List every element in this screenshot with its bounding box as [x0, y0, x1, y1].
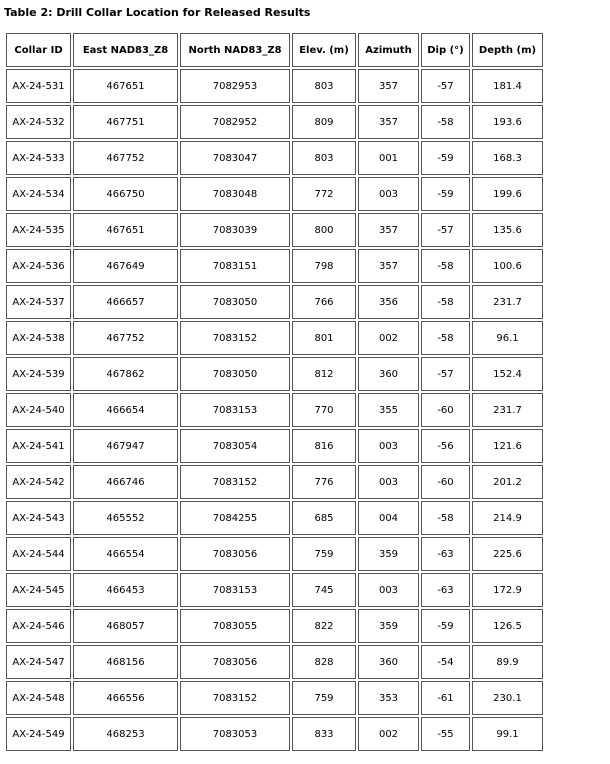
table-row — [6, 609, 543, 643]
table-header — [6, 33, 543, 67]
cell-collar-id: AX-24-537 — [6, 285, 71, 319]
cell-north: 7083056 — [180, 645, 290, 679]
header-east: East NAD83_Z8 — [73, 33, 178, 67]
table-row — [6, 177, 543, 211]
table-row — [6, 285, 543, 319]
cell-elevation: 803 — [292, 141, 356, 175]
cell-dip: -59 — [421, 177, 470, 211]
table-row — [6, 645, 543, 679]
cell-elevation: 822 — [292, 609, 356, 643]
cell-east: 468253 — [73, 717, 178, 751]
cell-collar-id: AX-24-532 — [6, 105, 71, 139]
table-row — [6, 105, 543, 139]
cell-azimuth: 003 — [358, 573, 419, 607]
cell-north: 7083050 — [180, 357, 290, 391]
cell-east: 467651 — [73, 213, 178, 247]
cell-elevation: 800 — [292, 213, 356, 247]
cell-dip: -59 — [421, 141, 470, 175]
cell-dip: -60 — [421, 465, 470, 499]
table-row — [6, 429, 543, 463]
cell-dip: -57 — [421, 69, 470, 103]
cell-depth: 199.6 — [472, 177, 543, 211]
cell-north: 7083050 — [180, 285, 290, 319]
cell-east: 468156 — [73, 645, 178, 679]
cell-azimuth: 003 — [358, 465, 419, 499]
cell-depth: 172.9 — [472, 573, 543, 607]
cell-collar-id: AX-24-540 — [6, 393, 71, 427]
cell-north: 7083054 — [180, 429, 290, 463]
cell-east: 466746 — [73, 465, 178, 499]
table-row — [6, 357, 543, 391]
cell-north: 7083055 — [180, 609, 290, 643]
cell-elevation: 833 — [292, 717, 356, 751]
cell-depth: 168.3 — [472, 141, 543, 175]
cell-dip: -60 — [421, 393, 470, 427]
table-row — [6, 537, 543, 571]
cell-elevation: 685 — [292, 501, 356, 535]
cell-east: 467752 — [73, 141, 178, 175]
cell-depth: 126.5 — [472, 609, 543, 643]
cell-collar-id: AX-24-545 — [6, 573, 71, 607]
table-row — [6, 717, 543, 751]
header-collar-id: Collar ID — [6, 33, 71, 67]
header-row — [6, 33, 543, 67]
cell-elevation: 816 — [292, 429, 356, 463]
cell-collar-id: AX-24-547 — [6, 645, 71, 679]
cell-dip: -58 — [421, 105, 470, 139]
cell-dip: -58 — [421, 249, 470, 283]
cell-elevation: 812 — [292, 357, 356, 391]
cell-north: 7083153 — [180, 573, 290, 607]
cell-dip: -55 — [421, 717, 470, 751]
cell-azimuth: 360 — [358, 645, 419, 679]
cell-collar-id: AX-24-535 — [6, 213, 71, 247]
cell-dip: -63 — [421, 573, 470, 607]
cell-dip: -58 — [421, 285, 470, 319]
cell-depth: 100.6 — [472, 249, 543, 283]
cell-collar-id: AX-24-549 — [6, 717, 71, 751]
table-row — [6, 213, 543, 247]
cell-collar-id: AX-24-539 — [6, 357, 71, 391]
cell-north: 7083056 — [180, 537, 290, 571]
cell-elevation: 759 — [292, 537, 356, 571]
cell-azimuth: 359 — [358, 609, 419, 643]
cell-azimuth: 353 — [358, 681, 419, 715]
cell-azimuth: 002 — [358, 717, 419, 751]
cell-east: 466554 — [73, 537, 178, 571]
cell-east: 467751 — [73, 105, 178, 139]
cell-collar-id: AX-24-534 — [6, 177, 71, 211]
cell-east: 467649 — [73, 249, 178, 283]
cell-north: 7083039 — [180, 213, 290, 247]
cell-collar-id: AX-24-541 — [6, 429, 71, 463]
cell-collar-id: AX-24-531 — [6, 69, 71, 103]
table-row — [6, 69, 543, 103]
cell-east: 466750 — [73, 177, 178, 211]
cell-depth: 214.9 — [472, 501, 543, 535]
cell-east: 467651 — [73, 69, 178, 103]
cell-azimuth: 359 — [358, 537, 419, 571]
cell-azimuth: 357 — [358, 249, 419, 283]
cell-north: 7083151 — [180, 249, 290, 283]
table-row — [6, 393, 543, 427]
cell-elevation: 770 — [292, 393, 356, 427]
cell-elevation: 766 — [292, 285, 356, 319]
cell-dip: -57 — [421, 213, 470, 247]
cell-elevation: 801 — [292, 321, 356, 355]
cell-depth: 152.4 — [472, 357, 543, 391]
cell-collar-id: AX-24-544 — [6, 537, 71, 571]
cell-depth: 231.7 — [472, 285, 543, 319]
cell-elevation: 745 — [292, 573, 356, 607]
table-row — [6, 141, 543, 175]
cell-collar-id: AX-24-536 — [6, 249, 71, 283]
cell-north: 7083152 — [180, 321, 290, 355]
cell-elevation: 798 — [292, 249, 356, 283]
cell-east: 466453 — [73, 573, 178, 607]
cell-depth: 231.7 — [472, 393, 543, 427]
cell-collar-id: AX-24-542 — [6, 465, 71, 499]
cell-dip: -63 — [421, 537, 470, 571]
table-title: Table 2: Drill Collar Location for Released Results — [4, 6, 311, 19]
cell-collar-id: AX-24-546 — [6, 609, 71, 643]
cell-depth: 193.6 — [472, 105, 543, 139]
cell-depth: 99.1 — [472, 717, 543, 751]
cell-depth: 225.6 — [472, 537, 543, 571]
cell-north: 7083047 — [180, 141, 290, 175]
table-row — [6, 249, 543, 283]
cell-north: 7082953 — [180, 69, 290, 103]
table-row — [6, 321, 543, 355]
cell-azimuth: 003 — [358, 429, 419, 463]
cell-east: 467862 — [73, 357, 178, 391]
header-depth: Depth (m) — [472, 33, 543, 67]
table-body — [6, 69, 543, 751]
cell-elevation: 776 — [292, 465, 356, 499]
cell-elevation: 772 — [292, 177, 356, 211]
header-north: North NAD83_Z8 — [180, 33, 290, 67]
cell-depth: 89.9 — [472, 645, 543, 679]
cell-dip: -56 — [421, 429, 470, 463]
cell-depth: 121.6 — [472, 429, 543, 463]
cell-elevation: 809 — [292, 105, 356, 139]
cell-east: 466556 — [73, 681, 178, 715]
cell-collar-id: AX-24-538 — [6, 321, 71, 355]
cell-elevation: 828 — [292, 645, 356, 679]
cell-depth: 201.2 — [472, 465, 543, 499]
cell-dip: -58 — [421, 501, 470, 535]
cell-azimuth: 357 — [358, 105, 419, 139]
cell-dip: -54 — [421, 645, 470, 679]
cell-collar-id: AX-24-548 — [6, 681, 71, 715]
cell-azimuth: 002 — [358, 321, 419, 355]
cell-azimuth: 001 — [358, 141, 419, 175]
cell-depth: 181.4 — [472, 69, 543, 103]
cell-north: 7083152 — [180, 465, 290, 499]
cell-north: 7082952 — [180, 105, 290, 139]
cell-east: 468057 — [73, 609, 178, 643]
cell-azimuth: 003 — [358, 177, 419, 211]
cell-east: 465552 — [73, 501, 178, 535]
cell-north: 7083153 — [180, 393, 290, 427]
cell-elevation: 759 — [292, 681, 356, 715]
table-row — [6, 573, 543, 607]
header-dip: Dip (°) — [421, 33, 470, 67]
cell-dip: -58 — [421, 321, 470, 355]
cell-dip: -61 — [421, 681, 470, 715]
header-azimuth: Azimuth — [358, 33, 419, 67]
cell-elevation: 803 — [292, 69, 356, 103]
cell-depth: 135.6 — [472, 213, 543, 247]
cell-dip: -57 — [421, 357, 470, 391]
cell-collar-id: AX-24-543 — [6, 501, 71, 535]
cell-east: 467947 — [73, 429, 178, 463]
cell-depth: 230.1 — [472, 681, 543, 715]
cell-north: 7083048 — [180, 177, 290, 211]
cell-dip: -59 — [421, 609, 470, 643]
cell-azimuth: 360 — [358, 357, 419, 391]
cell-north: 7083053 — [180, 717, 290, 751]
cell-north: 7084255 — [180, 501, 290, 535]
cell-azimuth: 356 — [358, 285, 419, 319]
cell-north: 7083152 — [180, 681, 290, 715]
table-row — [6, 501, 543, 535]
table-row — [6, 681, 543, 715]
header-elevation: Elev. (m) — [292, 33, 356, 67]
cell-azimuth: 357 — [358, 69, 419, 103]
cell-azimuth: 355 — [358, 393, 419, 427]
cell-depth: 96.1 — [472, 321, 543, 355]
table-row — [6, 465, 543, 499]
cell-east: 467752 — [73, 321, 178, 355]
cell-east: 466657 — [73, 285, 178, 319]
cell-azimuth: 004 — [358, 501, 419, 535]
drill-collar-table — [4, 31, 545, 753]
cell-east: 466654 — [73, 393, 178, 427]
cell-azimuth: 357 — [358, 213, 419, 247]
cell-collar-id: AX-24-533 — [6, 141, 71, 175]
